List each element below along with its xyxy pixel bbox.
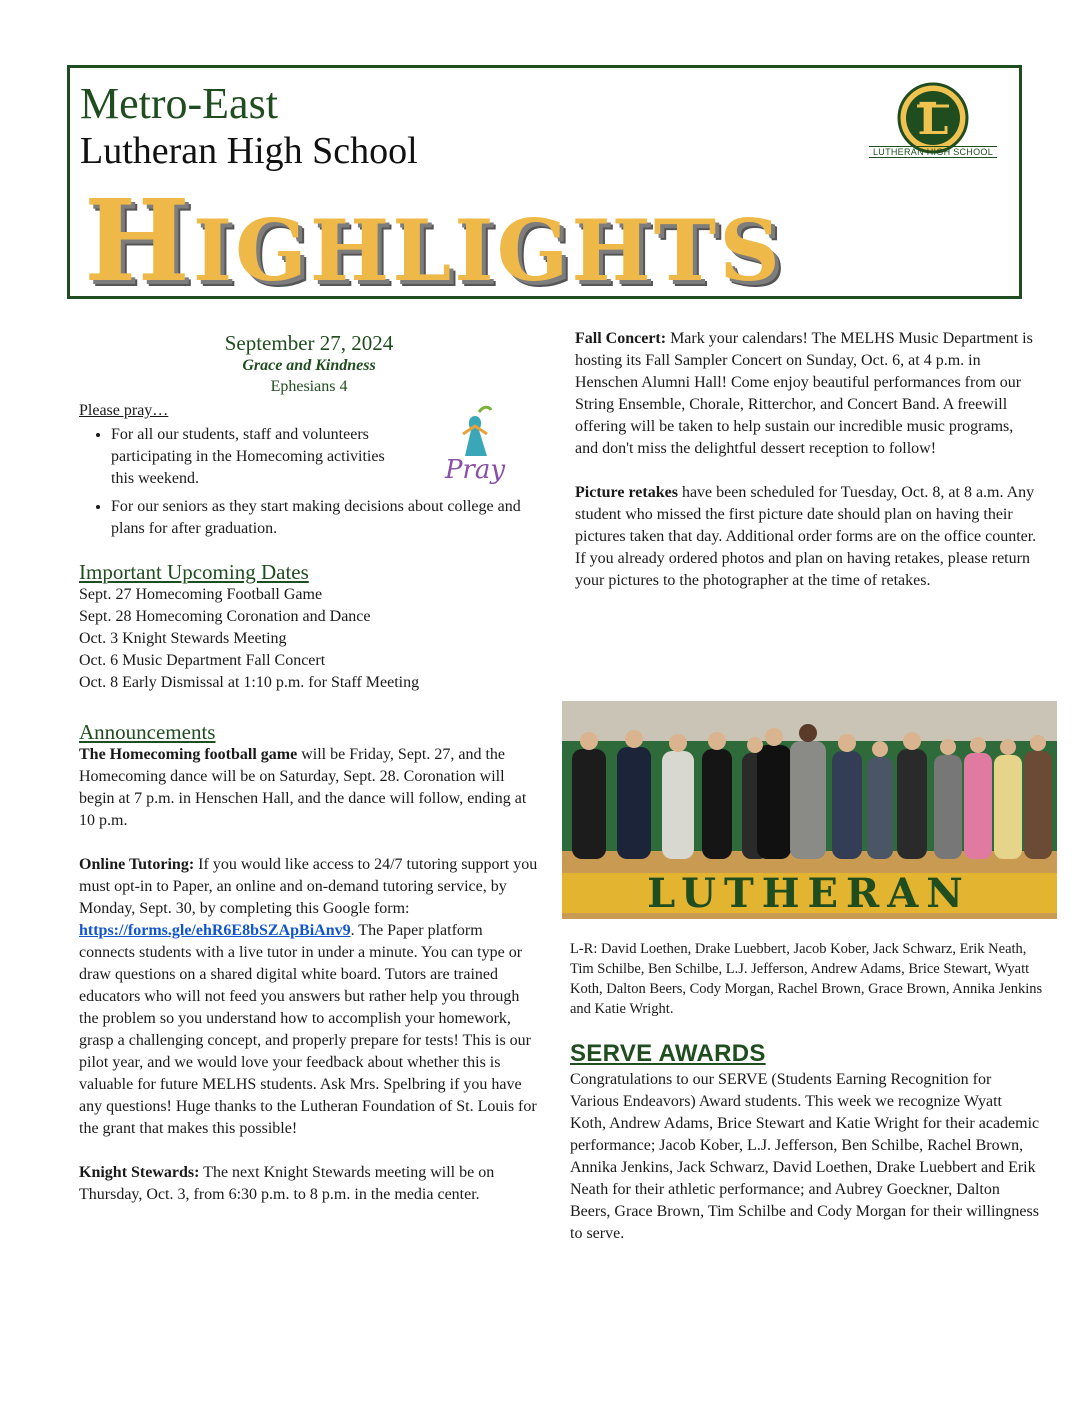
school-name-line2: Lutheran High School (80, 130, 418, 172)
concert-text: Mark your calendars! The MELHS Music Department is hosting its Fall Sampler Concert on Sunday, Oct. 6, at 4 p.m. in Henschen Alumni Hall! Come enjoy beautiful performances from our String Ensemble, Chorale, Ritterchor, and Concert Band. A freewill offering will be taken to help sustain our incredible music programs, and don't miss the delightful dessert reception to follow! (575, 330, 1033, 457)
concert-lead: Fall Concert: (575, 330, 667, 347)
tutoring-paragraph (79, 854, 539, 1140)
list-item: Oct. 8 Early Dismissal at 1:10 p.m. for Staff Meeting (79, 674, 420, 691)
school-name-line1: Metro-East (80, 79, 278, 128)
concert-paragraph (575, 328, 1040, 460)
pray-word: Pray (444, 455, 506, 485)
dates-heading: Important Upcoming Dates (79, 560, 309, 584)
homecoming-lead: The Homecoming football game (79, 746, 298, 763)
list-item: Sept. 27 Homecoming Football Game (79, 586, 323, 603)
announcements-heading: Announcements (79, 720, 216, 744)
logo-letter: L (917, 94, 949, 145)
tutoring-lead: Online Tutoring: (79, 856, 195, 873)
left-column (79, 330, 539, 1206)
students-group (572, 741, 1052, 859)
homecoming-paragraph (79, 744, 539, 832)
stewards-lead: Knight Stewards: (79, 1164, 200, 1181)
issue-theme: Grace and Kindness (242, 357, 376, 374)
retakes-text: have been scheduled for Tuesday, Oct. 8, at 8 a.m. Any student who missed the first picture date should plan on having their pictures taken that day. Additional order forms are on the office counter. If you already ordered photos and plan on having retakes, please return your pictures to the photographer at the time of retakes. (575, 484, 1037, 589)
newsletter-title (84, 176, 783, 307)
group-photo (562, 701, 1057, 919)
issue-verse: Ephesians 4 (270, 378, 348, 395)
prayer-heading: Please pray… (79, 402, 169, 419)
masthead (67, 65, 1022, 307)
pray-graphic-icon (435, 404, 515, 486)
stewards-paragraph (79, 1162, 539, 1206)
floor-lettering: LUTHERAN (647, 870, 971, 917)
list-item: • For our seniors as they start making decisions about college and plans for after graduation. (111, 496, 539, 540)
list-item: • For all our students, staff and volunteers participating in the Homecoming activities this weekend. (111, 424, 401, 490)
stewards-text: The next Knight Stewards meeting will be on Thursday, Oct. 3, from 6:30 p.m. to 8 p.m. in the media center. (79, 1164, 495, 1203)
dates-list (79, 584, 539, 694)
tutoring-form-link[interactable]: https://forms.gle/ehR6E8bSZApBiAnv9 (79, 922, 351, 939)
list-item: Sept. 28 Homecoming Coronation and Dance (79, 608, 371, 625)
logo-caption: LUTHERAN HIGH SCHOOL (869, 146, 997, 158)
serve-paragraph: Congratulations to our SERVE (Students Earning Recognition for Various Endeavors) Award students. This week we recognize Wyatt Koth, Andrew Adams, Brice Stewart and Katie Wright for their academic performance; Jacob Kober, L.J. Jefferson, Ben Schilbe, Rachel Brown, Annika Jenkins, Jack Schwarz, David Loethen, Drake Luebbert and Erik Neath for their athletic performance; and Aubrey Goeckner, Dalton Beers, Grace Brown, Tim Schilbe and Cody Morgan for their willingness to serve. (570, 1071, 1040, 1242)
list-item: Oct. 3 Knight Stewards Meeting (79, 630, 287, 647)
right-column (575, 328, 1040, 592)
tutoring-text-1: If you would like access to 24/7 tutoring support you must opt-in to Paper, an online and on-demand tutoring service, by Monday, Sept. 30, by completing this Google form: (79, 856, 538, 917)
photo-caption: L-R: David Loethen, Drake Luebbert, Jacob Kober, Jack Schwarz, Erik Neath, Tim Schilbe, Ben Schilbe, L.J. Jefferson, Andrew Adams, Brice Stewart, Wyatt Koth, Dalton Beers, Cody Morgan, Rachel Brown, Grace Brown, Annika Jenkins and Katie Wright. (570, 941, 1043, 1017)
retakes-lead: Picture retakes (575, 484, 678, 501)
issue-date: September 27, 2024 (224, 331, 394, 355)
list-item: Oct. 6 Music Department Fall Concert (79, 652, 326, 669)
title-rest: IGHLIGHTS (192, 201, 783, 300)
retakes-paragraph (575, 482, 1040, 592)
title-initial: H (84, 176, 193, 307)
serve-heading: SERVE AWARDS (570, 1040, 766, 1067)
homecoming-text: will be Friday, Sept. 27, and the Homecoming dance will be on Saturday, Sept. 28. Coronation will begin at 7 p.m. in Henschen Hall, and the dance will follow, ending at 10 p.m. (79, 746, 527, 829)
tutoring-text-2: . The Paper platform connects students with a live tutor in under a minute. You can type or draw questions on a shared digital white board. Tutors are trained educators who will not feed you answers but rather help you through the problem so you understand how to accomplish your homework, grasp a challenging concept, and properly prepare for tests! This is our pilot year, and we would love your feedback about whether this is valuable for future MELHS students. Ask Mrs. Spelbring if you have any questions! Huge thanks to the Lutheran Foundation of St. Louis for the grant that makes this possible! (79, 922, 537, 1137)
